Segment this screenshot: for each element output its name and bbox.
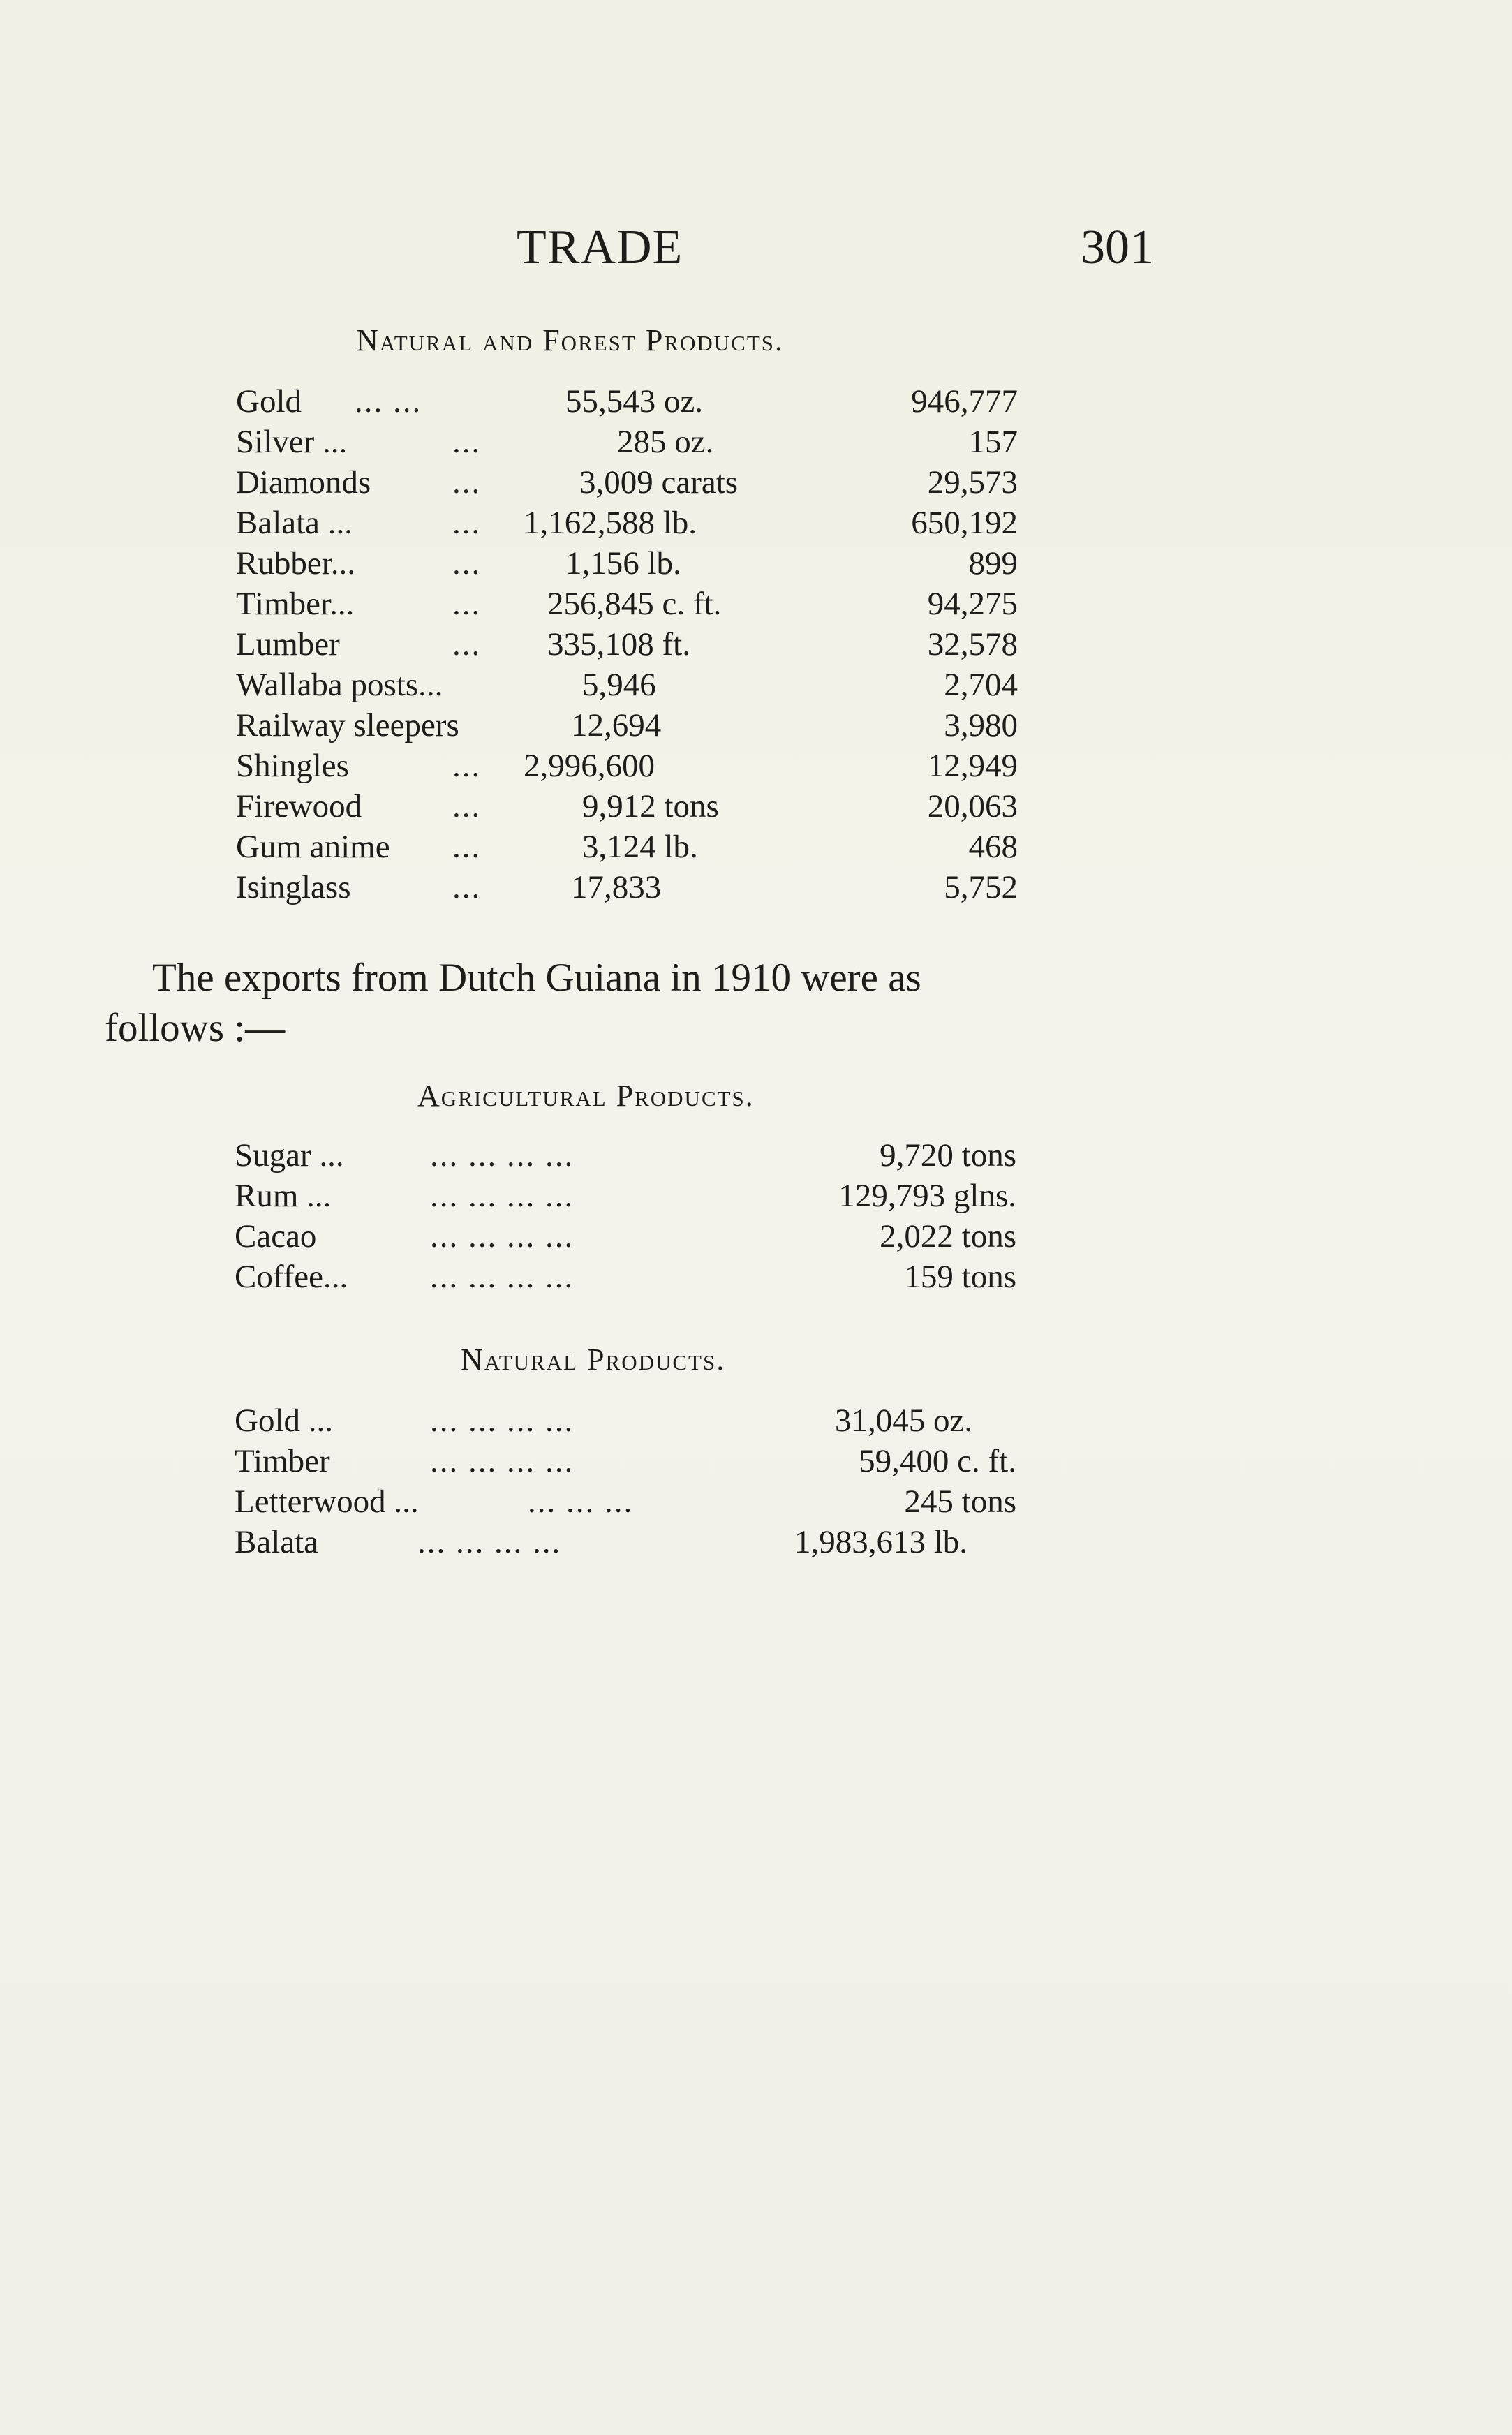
product-quantity: 3,124 lb.: [582, 829, 698, 865]
product-name: Sugar ...: [235, 1137, 344, 1174]
table-row: [236, 666, 1018, 706]
table-row: [235, 1402, 1016, 1442]
table-row: [236, 747, 1018, 787]
product-name: Isinglass: [236, 869, 351, 905]
product-quantity: 256,845 c. ft.: [547, 586, 722, 622]
leader-dots: ...: [452, 829, 482, 865]
product-value: 20,063: [927, 788, 1018, 824]
product-value: 12,949: [927, 748, 1018, 784]
page-number: 301: [1081, 221, 1154, 274]
product-value: 94,275: [927, 586, 1018, 622]
product-name: Diamonds: [236, 464, 371, 501]
table-row: [235, 1442, 1016, 1483]
product-quantity: 3,009 carats: [579, 464, 739, 501]
product-name: Coffee...: [235, 1259, 348, 1295]
product-name: Gold: [236, 383, 302, 420]
product-name: Balata ...: [236, 505, 353, 541]
product-name: Gold ...: [235, 1402, 333, 1439]
product-quantity: 1,156 lb.: [565, 545, 681, 582]
product-name: Railway sleepers: [236, 707, 459, 743]
product-quantity: 5,946: [582, 667, 656, 703]
product-quantity: 2,022 tons: [880, 1218, 1016, 1254]
leader-dots: ... ... ... ...: [430, 1259, 575, 1295]
table-row: [236, 626, 1018, 666]
table-row: [235, 1483, 1016, 1523]
product-quantity: 2,996,600: [524, 748, 655, 784]
product-name: Timber: [235, 1443, 330, 1479]
leader-dots: ...: [452, 748, 482, 784]
product-quantity: 9,912 tons: [582, 788, 719, 824]
table-row: [235, 1258, 1016, 1298]
product-value: 157: [968, 424, 1018, 460]
table-row: [236, 464, 1018, 504]
product-value: 3,980: [944, 707, 1018, 743]
leader-dots: ...: [452, 626, 482, 663]
product-name: Letterwood ...: [235, 1483, 419, 1520]
product-value: 899: [968, 545, 1018, 582]
leader-dots: ...: [452, 788, 482, 824]
product-value: 650,192: [911, 505, 1018, 541]
leader-dots: ...: [452, 424, 482, 460]
leader-dots: ... ... ... ...: [417, 1524, 562, 1560]
leader-dots: ... ...: [355, 383, 422, 420]
product-name: Firewood: [236, 788, 362, 824]
paragraph-line-1: The exports from Dutch Guiana in 1910 were as: [152, 956, 921, 1000]
table-row: [235, 1137, 1016, 1177]
product-quantity: 12,694: [571, 707, 662, 743]
product-name: Wallaba posts...: [236, 667, 443, 703]
section-title-natural: Natural Products.: [461, 1342, 726, 1377]
product-quantity: 9,720 tons: [880, 1137, 1016, 1174]
leader-dots: ...: [452, 545, 482, 582]
leader-dots: ...: [452, 586, 482, 622]
product-quantity: 55,543 oz.: [565, 383, 704, 420]
product-quantity: 245 tons: [904, 1483, 1016, 1520]
paragraph-line-2: follows :—: [105, 1006, 286, 1050]
section-title-agricultural: Agricultural Products.: [417, 1079, 755, 1113]
table-row: [236, 828, 1018, 868]
product-name: Gum anime: [236, 829, 390, 865]
product-quantity: 1,162,588 lb.: [524, 505, 697, 541]
product-quantity: 285 oz.: [617, 424, 714, 460]
leader-dots: ... ... ... ...: [430, 1178, 575, 1214]
table-row: [235, 1218, 1016, 1258]
leader-dots: ...: [452, 869, 482, 905]
table-row: [236, 787, 1018, 828]
leader-dots: ... ... ... ...: [430, 1137, 575, 1174]
product-name: Shingles: [236, 748, 349, 784]
product-name: Lumber: [236, 626, 340, 663]
product-quantity: 31,045 oz.: [835, 1402, 973, 1439]
product-value: 2,704: [944, 667, 1018, 703]
product-quantity: 335,108 ft.: [547, 626, 690, 663]
table-row: [236, 545, 1018, 585]
table-row: [236, 383, 1018, 423]
table-row: [235, 1177, 1016, 1218]
table-row: [236, 706, 1018, 747]
leader-dots: ... ... ... ...: [430, 1218, 575, 1254]
leader-dots: ... ... ... ...: [430, 1402, 575, 1439]
product-name: Cacao: [235, 1218, 317, 1254]
product-value: 5,752: [944, 869, 1018, 905]
leader-dots: ... ... ...: [528, 1483, 634, 1520]
table-row: [236, 504, 1018, 545]
product-value: 32,578: [927, 626, 1018, 663]
product-quantity: 129,793 glns.: [838, 1178, 1016, 1214]
product-quantity: 59,400 c. ft.: [859, 1443, 1016, 1479]
table-row: [236, 423, 1018, 464]
product-name: Timber...: [236, 586, 355, 622]
product-name: Silver ...: [236, 424, 348, 460]
product-quantity: 159 tons: [904, 1259, 1016, 1295]
product-name: Balata: [235, 1524, 319, 1560]
product-value: 468: [968, 829, 1018, 865]
product-quantity: 1,983,613 lb.: [794, 1524, 968, 1560]
running-head: TRADE: [517, 221, 683, 274]
section-title-natural-forest: Natural and Forest Products.: [356, 323, 785, 357]
product-value: 29,573: [927, 464, 1018, 501]
leader-dots: ... ... ... ...: [430, 1443, 575, 1479]
leader-dots: ...: [452, 464, 482, 501]
product-name: Rubber...: [236, 545, 356, 582]
product-name: Rum ...: [235, 1178, 332, 1214]
table-row: [235, 1523, 1016, 1564]
table-row: [236, 585, 1018, 626]
product-quantity: 17,833: [571, 869, 662, 905]
product-value: 946,777: [911, 383, 1018, 420]
table-row: [236, 868, 1018, 909]
leader-dots: ...: [452, 505, 482, 541]
